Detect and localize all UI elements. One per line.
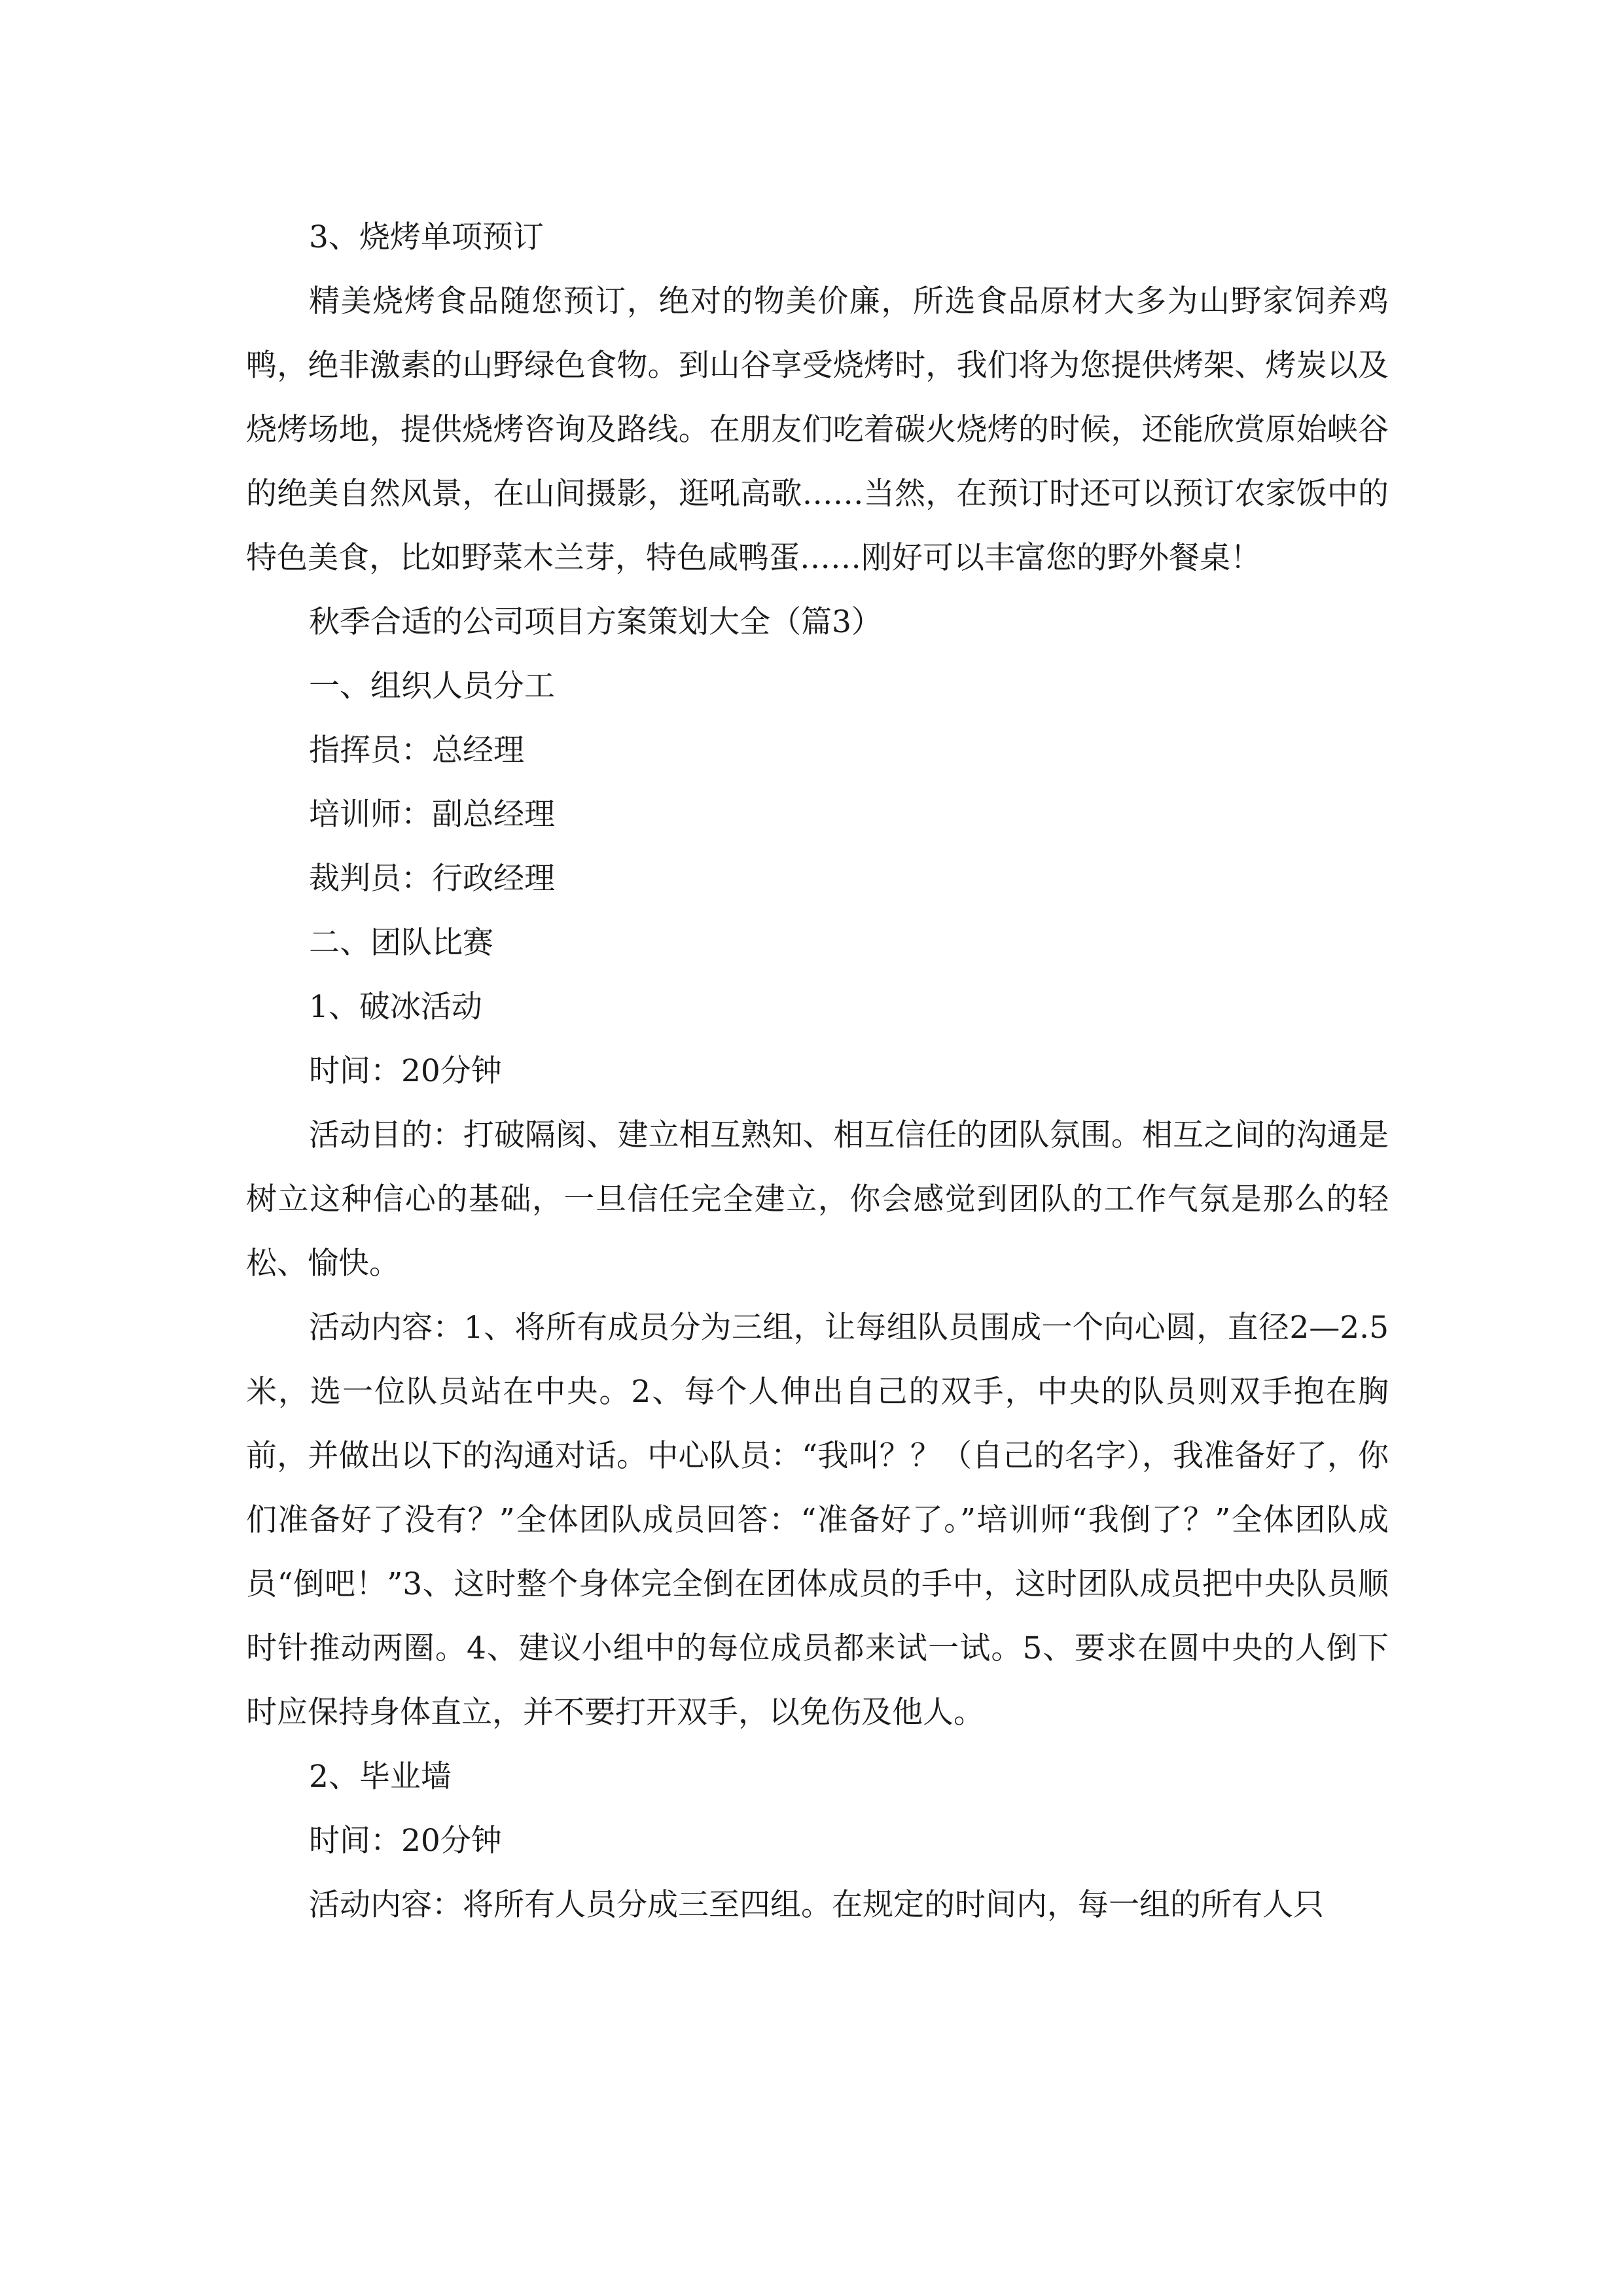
heading-team-competition: 二、团队比赛 xyxy=(309,925,493,961)
paragraph-graduation-wall-content: 活动内容：将所有人员分成三至四组。在规定的时间内，每一组的所有人只 xyxy=(309,1887,1324,1923)
paragraph-activity-content: 活动内容：1、将所有成员分为三组，让每组队员围成一个向心圆，直径2—2.5米，选一位队员站在中央。2、每个人伸出自己的双手，中央的队员则双手抱在胸前，并做出以下的沟通对话。中心队员：“我叫？？（自己的名字），我准备好了，你们准备好了没有？”全体团队成员回答：“准备好了。”培训师“我倒了？”全体团队成员“倒吧！”3、这时整个身体完全倒在团体成员的手中，这时团队成员把中央队员顺时针推动两圈。4、建议小组中的每位成员都来试一试。5、要求在圆中央的人倒下时应保持身体直立，并不要打开双手，以免伤及他人。 xyxy=(246,1310,1389,1731)
paragraph-bbq-description: 精美烧烤食品随您预订，绝对的物美价廉，所选食品原材大多为山野家饲养鸡鸭，绝非激素的山野绿色食物。到山谷享受烧烤时，我们将为您提供烤架、烤炭以及烧烤场地，提供烧烤咨询及路线。在朋友们吃着碳火烧烤的时候，还能欣赏原始峡谷的绝美自然风景，在山间摄影，逛吼高歌……当然，在预订时还可以预订农家饭中的特色美食，比如野菜木兰芽，特色咸鸭蛋……刚好可以丰富您的野外餐桌！ xyxy=(246,283,1389,576)
line-commander: 指挥员：总经理 xyxy=(309,732,524,768)
section-title-plan-3: 秋季合适的公司项目方案策划大全（篇3） xyxy=(309,604,882,640)
line-referee: 裁判员：行政经理 xyxy=(309,861,555,897)
heading-graduation-wall: 2、毕业墙 xyxy=(309,1759,452,1795)
line-trainer: 培训师：副总经理 xyxy=(309,797,555,833)
line-time-icebreaker: 时间：20分钟 xyxy=(309,1053,502,1089)
heading-icebreaker: 1、破冰活动 xyxy=(309,989,482,1025)
heading-bbq-booking: 3、烧烤单项预订 xyxy=(309,219,544,255)
heading-staff-division: 一、组织人员分工 xyxy=(309,668,555,704)
line-time-graduation-wall: 时间：20分钟 xyxy=(309,1823,502,1859)
paragraph-activity-purpose: 活动目的：打破隔阂、建立相互熟知、相互信任的团队氛围。相互之间的沟通是树立这种信心的基础，一旦信任完全建立，你会感觉到团队的工作气氛是那么的轻松、愉快。 xyxy=(246,1117,1389,1282)
document-body xyxy=(246,206,1389,1937)
